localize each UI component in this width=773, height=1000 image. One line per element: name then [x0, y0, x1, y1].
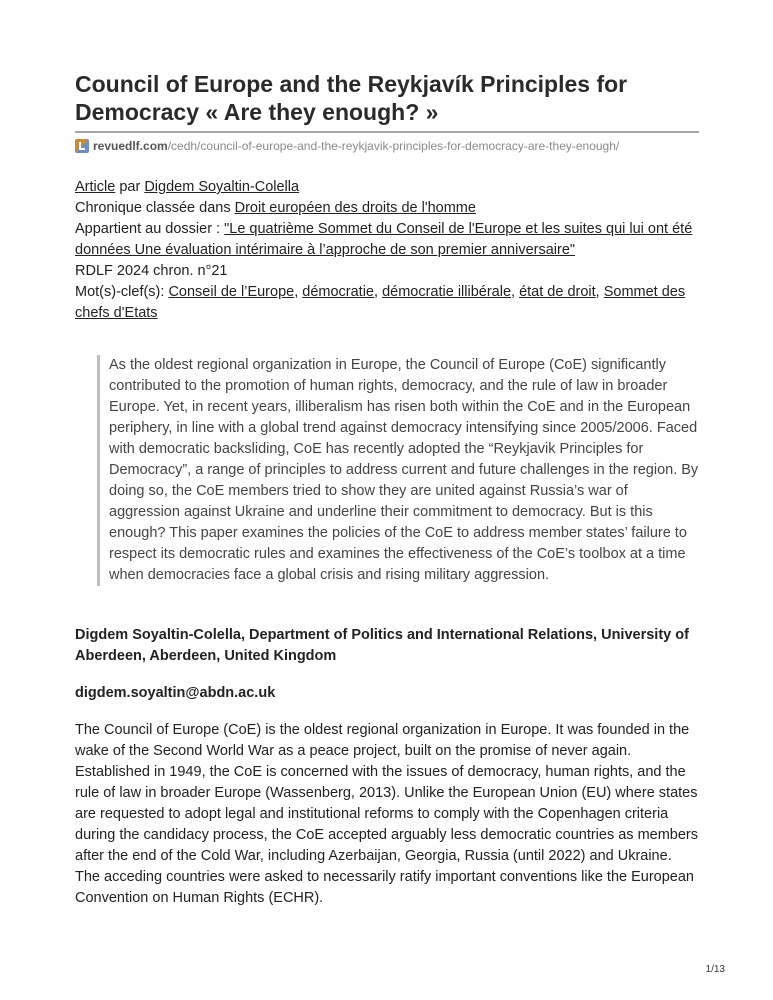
- dossier-label: Appartient au dossier :: [75, 221, 221, 237]
- par-label: par: [119, 179, 141, 195]
- keyword-link[interactable]: démocratie illibérale: [382, 284, 512, 300]
- keyword-link[interactable]: Sommet des chefs d'Etats: [75, 284, 686, 321]
- abstract-blockquote: As the oldest regional organization in Europe, the Council of Europe (CoE) significantly contributed to the promotion of human rights, democracy, and the rule of law in broader Europe. Yet, in recent years, illiberalism has risen both within the CoE and in the European periphery, in line with a global trend against democracy intensifying since 2005/2006. Faced with democratic backsliding, CoE has recently adopted the “Reykjavik Principles for Democracy”, a range of principles to address current and future challenges in the region. By doing so, the CoE members tried to show they are united against Russia’s war of aggression against Ukraine and underline their commitment to democracy. But is this enough? This paper examines the policies of the CoE to address member states’ failure to respect its democratic rules and examines the effectiveness of the CoE’s toolbox at a time when democracies face a global crisis and rising military aggression.: [97, 355, 700, 586]
- article-metadata: [75, 177, 700, 324]
- meta-line-chronicle: [75, 198, 700, 219]
- dossier-link[interactable]: "Le quatrième Sommet du Conseil de l'Europe et les suites qui lui ont été données Une évaluation intérimaire à l’approche de son premier anniversaire": [75, 221, 693, 258]
- source-url[interactable]: [75, 138, 700, 154]
- author-email: digdem.soyaltin@abdn.ac.uk: [75, 685, 276, 701]
- reference-line: RDLF 2024 chron. n°21: [75, 263, 228, 279]
- keyword-separator: ,: [294, 284, 299, 300]
- keyword-separator: ,: [595, 284, 600, 300]
- meta-line-dossier: [75, 219, 700, 261]
- keyword-separator: ,: [374, 284, 379, 300]
- author-affiliation: Digdem Soyaltin-Colella, Department of Politics and International Relations, University of Aberdeen, Aberdeen, United Kingdom: [75, 627, 689, 664]
- meta-line-keywords: [75, 282, 700, 324]
- chronicle-label: Chronique classée dans: [75, 200, 231, 216]
- site-favicon-icon: [75, 139, 89, 153]
- keyword-separator: ,: [511, 284, 516, 300]
- keyword-link[interactable]: Conseil de l’Europe: [168, 284, 295, 300]
- body-paragraph: The Council of Europe (CoE) is the oldest regional organization in Europe. It was founded in the wake of the Second World War as a peace project, built on the promise of never again. Established in 1949, the CoE is concerned with the issues of democracy, human rights, and the rule of law in broader Europe (Wassenberg, 2013). Unlike the European Union (EU) where states are requested to adopt legal and institutional reforms to comply with the Copenhagen criteria during the candidacy process, the CoE accepted arguably less democratic countries as members after the end of the Cold War, including Azerbaijan, Georgia, Russia (until 2022) and Ukraine. The acceding countries were asked to necessarily ratify important conventions like the European Convention on Human Rights (ECHR).: [75, 722, 699, 906]
- keyword-link[interactable]: état de droit: [519, 284, 596, 300]
- author-link[interactable]: Digdem Soyaltin-Colella: [144, 179, 300, 195]
- meta-line-type: [75, 177, 700, 198]
- source-domain: revuedlf.com: [93, 139, 168, 153]
- article-title: Council of Europe and the Reykjavík Principles for Democracy « Are they enough? »: [75, 71, 628, 125]
- page-indicator: 1/13: [705, 964, 725, 975]
- keyword-link[interactable]: démocratie: [302, 284, 374, 300]
- keywords-label: Mot(s)-clef(s):: [75, 284, 165, 300]
- chronicle-link[interactable]: Droit européen des droits de l'homme: [234, 200, 476, 216]
- article-type-link[interactable]: Article: [75, 179, 116, 195]
- title-divider: [75, 131, 699, 133]
- source-path: /cedh/council-of-europe-and-the-reykjavik-principles-for-democracy-are-they-enough/: [167, 139, 620, 153]
